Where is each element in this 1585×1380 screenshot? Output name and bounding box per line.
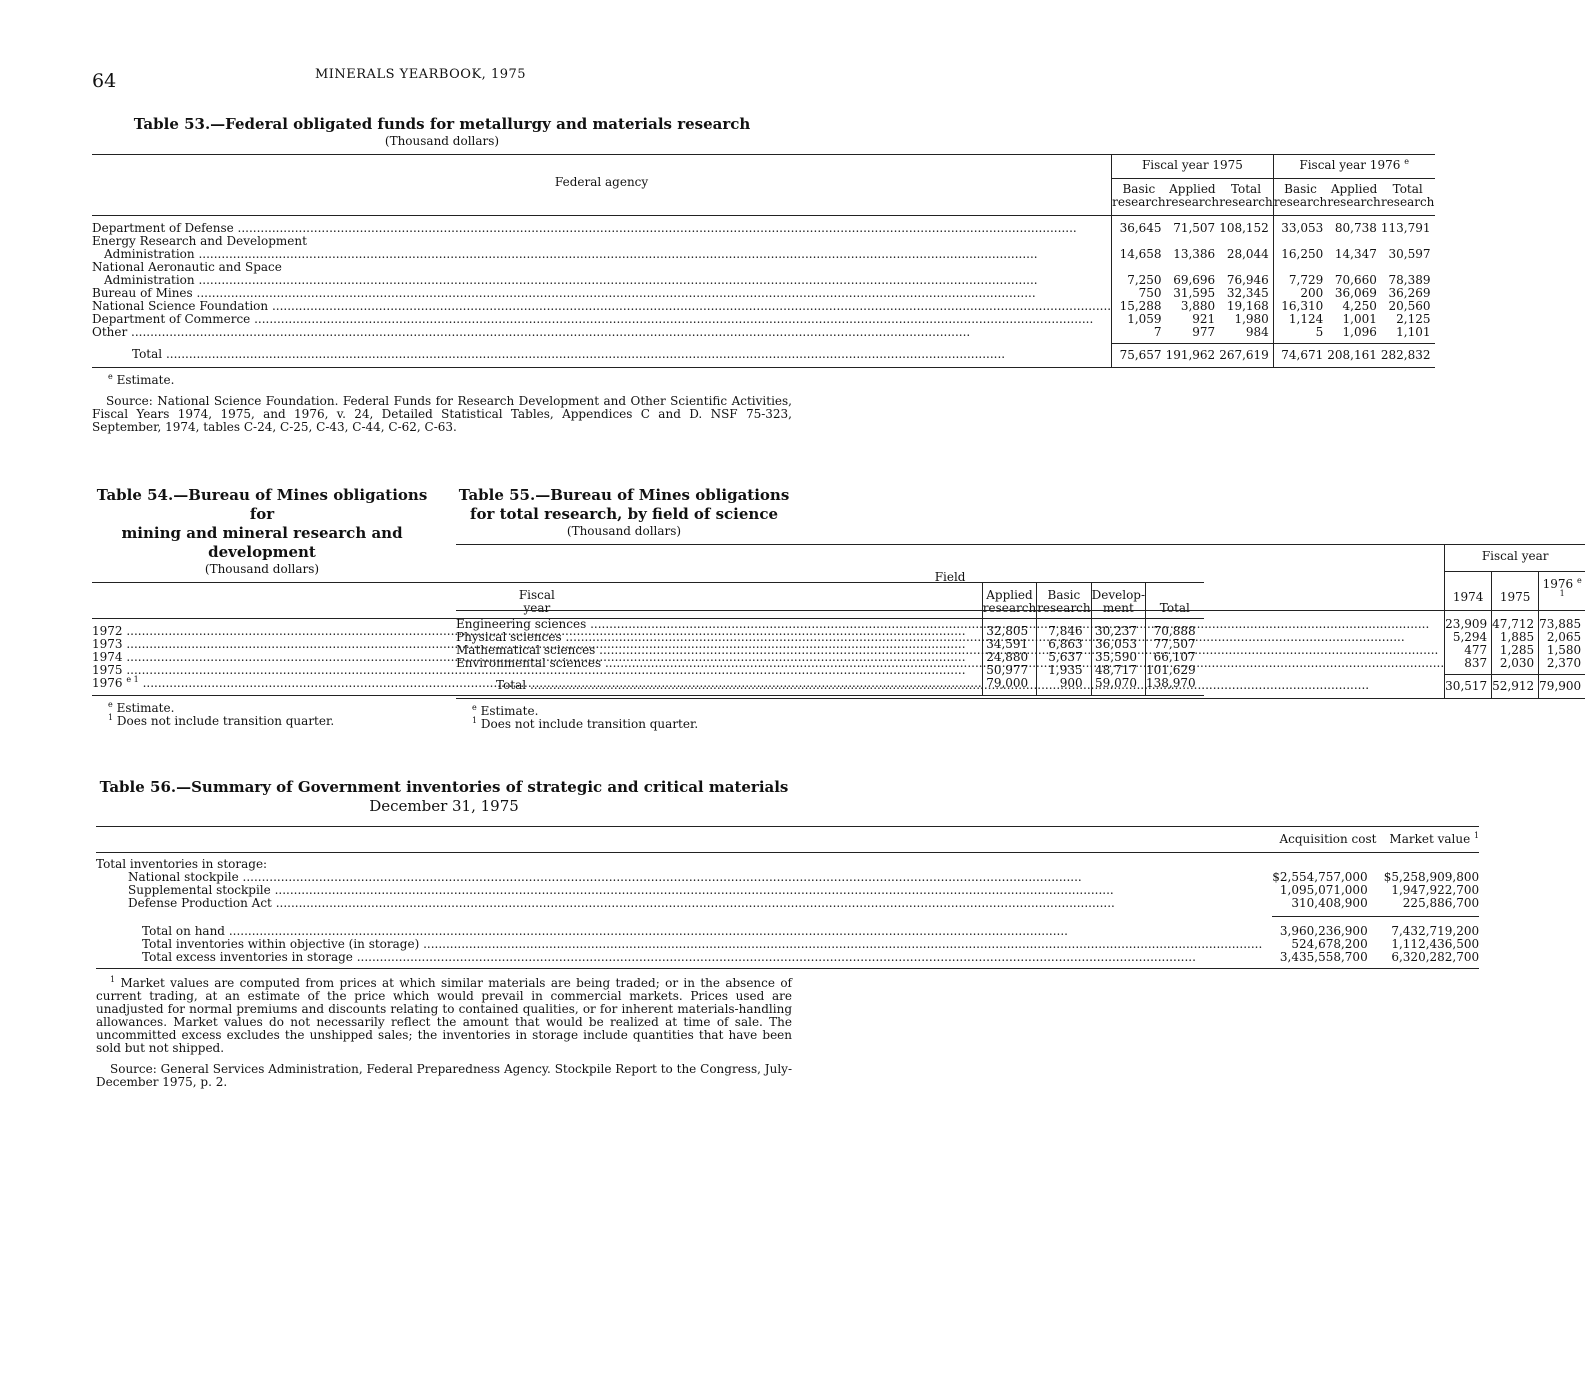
table-54-title: Table 54.—Bureau of Mines obligations for mining and mineral research and development (96, 486, 428, 561)
data-cell: 36,069 (1334, 286, 1377, 300)
field-name: Physical sciences ..... (456, 631, 1445, 644)
table-56-footnote: $^1$ Market values are computed from prices at which similar materials are being traded; or in the absence of current trading, at an estimate of the price which would prevail in commercial markets. Prices used are unadjusted for normal premiums and discounts relating to contained qualities, or for inherent materials-handling allowances. Market values do not necessarily reflect the amount that would be realized at time of sale. The uncommitted excess excludes the unshipped sales; the inventories in storage include quantities that have been sold but not shipped. (96, 975, 792, 1055)
inventory-label: National stockpile ..... (96, 871, 1272, 884)
data-cell: 984 (1245, 325, 1269, 339)
data-cell: 47,712 (1492, 611, 1539, 632)
data-cell: 837 (1445, 657, 1492, 670)
data-cell: 138,970 (1146, 676, 1196, 690)
data-cell: 1,059 (1127, 312, 1162, 326)
inventory-row (96, 897, 1479, 917)
data-cell: 35,590 (1091, 651, 1145, 664)
total-cell: 30,517 (1445, 674, 1492, 698)
t53-col-header: Applied research (1327, 182, 1381, 209)
acquisition-cost: 310,408,900 (1272, 897, 1383, 917)
t53-col-header: Total research (1219, 182, 1273, 209)
data-cell: 30,237 (1091, 619, 1145, 639)
data-cell: 34,591 (982, 638, 1036, 651)
table-56-subtitle: December 31, 1975 (369, 797, 519, 815)
acquisition-cost: 3,435,558,700 (1272, 951, 1383, 969)
acquisition-cost: 1,095,071,000 (1279, 883, 1368, 897)
data-cell: 78,389 (1388, 273, 1431, 287)
data-cell: 23,909 (1445, 611, 1492, 632)
data-cell: 7 (1153, 325, 1162, 339)
agency-name: Administration ..... (92, 248, 1112, 261)
running-head: MINERALS YEARBOOK, 1975 (314, 67, 527, 82)
table-row (456, 611, 1585, 632)
data-cell: 28,044 (1226, 247, 1269, 261)
agency-name: Other ..... (92, 326, 1112, 339)
t53-col-header: Basic research (1273, 179, 1327, 216)
table-row (92, 216, 1435, 236)
data-cell: 1,124 (1273, 313, 1327, 326)
year-header: 1975 (1492, 572, 1539, 611)
data-cell: 76,946 (1226, 273, 1269, 287)
agency-name: Energy Research and Development (92, 235, 1112, 248)
total-label: Total inventories within objective (in storage) ..... (96, 938, 1272, 951)
data-cell: 16,310 (1273, 300, 1327, 313)
agency-name: National Science Foundation ..... (92, 300, 1112, 313)
data-cell: 66,107 (1153, 650, 1196, 664)
total-label: Total on hand ..... (96, 917, 1272, 939)
table-53 (92, 154, 1435, 368)
agency-name: Bureau of Mines ..... (92, 287, 1112, 300)
data-cell: 5 (1273, 326, 1327, 339)
data-cell: 2,065 (1546, 630, 1582, 644)
table-53-subtitle: (Thousand dollars) (384, 134, 500, 148)
market-value: 1,947,922,700 (1391, 883, 1480, 897)
inventory-row (96, 884, 1479, 897)
data-cell: 19,168 (1226, 299, 1269, 313)
data-cell: 5,294 (1445, 631, 1492, 644)
field-name: Mathematical sciences ..... (456, 644, 1445, 657)
agency-name: Department of Defense ..... (92, 216, 1112, 236)
data-cell: 7,846 (1037, 619, 1091, 639)
table-56-title: Table 56.—Summary of Government inventories of strategic and critical materials (99, 778, 789, 796)
acquisition-cost: 3,960,236,900 (1279, 924, 1368, 938)
data-cell: 20,560 (1388, 299, 1431, 313)
total-row (92, 343, 1435, 367)
data-cell: 79,000 (982, 677, 1036, 696)
table-row (456, 657, 1585, 670)
data-cell: 7,250 (1127, 273, 1162, 287)
table-53-block (92, 115, 1435, 434)
data-cell: 108,152 (1219, 221, 1269, 235)
data-cell: 70,888 (1153, 624, 1196, 638)
data-cell: 32,805 (982, 619, 1036, 639)
data-cell: 900 (1037, 677, 1091, 696)
table-row (92, 248, 1435, 261)
agency-header: Federal agency (92, 155, 1112, 216)
data-cell: 14,658 (1119, 247, 1162, 261)
market-value-header: Market value $^1$ (1389, 831, 1480, 846)
data-cell: 59,070 (1091, 677, 1145, 696)
table-56-block (96, 778, 1480, 1089)
table-55-note-transition: $^1$ Does not include transition quarter. (472, 715, 699, 731)
data-cell: 70,660 (1334, 273, 1377, 287)
data-cell: 36,053 (1091, 638, 1145, 651)
t54-col-header: Total (1159, 601, 1190, 615)
total-cell: 79,900 (1539, 678, 1582, 693)
data-cell: 50,977 (982, 664, 1036, 677)
total-cell: 52,912 (1492, 674, 1539, 698)
total-cell: 74,671 (1273, 343, 1327, 367)
field-name: Engineering sciences ..... (456, 611, 1445, 632)
data-cell: 4,250 (1342, 299, 1377, 313)
t54-col-header: Applied research (982, 583, 1036, 619)
data-cell: 921 (1192, 312, 1216, 326)
data-cell: 1,580 (1546, 643, 1582, 657)
total-cell: 191,962 (1165, 347, 1216, 362)
agency-name: National Aeronautic and Space (92, 261, 1112, 274)
field-name: Environmental sciences ..... (456, 657, 1445, 670)
table-54-note-estimate: $^e$ Estimate. (108, 700, 175, 715)
total-cell: 282,832 (1380, 347, 1431, 362)
data-cell: 80,738 (1334, 221, 1377, 235)
data-cell: 36,645 (1119, 221, 1162, 235)
market-value: 225,886,700 (1384, 897, 1479, 917)
fiscal-year: 1972 ..... (92, 619, 982, 639)
t53-col-header: Total research (1380, 182, 1435, 209)
total-row (96, 917, 1479, 939)
data-cell: 15,288 (1119, 299, 1162, 313)
data-cell: 71,507 (1173, 221, 1216, 235)
table-53-source: Source: National Science Foundation. Federal Funds for Research Development and Other Scientific Activities, Fiscal Years 1974, 1975, and 1976, v. 24, Detailed Statistical Tables, Appendices C and D. NSF 75-323, September, 1974, tables C-24, C-25, C-43, C-44, C-62, C-63. (92, 393, 792, 434)
table-54-subtitle: (Thousand dollars) (204, 562, 320, 576)
data-cell: 1,101 (1396, 325, 1431, 339)
t54-col-header: Develop- ment (1091, 583, 1145, 619)
data-cell: 1,885 (1492, 631, 1539, 644)
market-value: 7,432,719,200 (1391, 924, 1480, 938)
fiscal-year: 1974 ..... (92, 651, 982, 664)
data-cell: 1,001 (1342, 312, 1377, 326)
total-cell: 267,619 (1219, 347, 1269, 362)
fiscal-year: 1976 $^{e 1}$ ..... (92, 677, 982, 696)
data-cell: 5,637 (1037, 651, 1091, 664)
data-cell: 6,863 (1037, 638, 1091, 651)
table-56-source: Source: General Services Administration, Federal Preparedness Agency. Stockpile Report to the Congress, July-December 1975, p. 2. (96, 1062, 792, 1089)
data-cell: 1,285 (1492, 644, 1539, 657)
data-cell: 1,096 (1342, 325, 1377, 339)
year-header: 1974 (1445, 572, 1492, 611)
data-cell: 1,935 (1037, 664, 1091, 677)
acquisition-cost-header: Acquisition cost (1279, 832, 1377, 846)
fy1976-header: Fiscal year 1976 $^e$ (1273, 155, 1434, 179)
data-cell: 1,980 (1234, 312, 1269, 326)
data-cell: 13,386 (1173, 247, 1216, 261)
inventory-label: Defense Production Act ..... (96, 897, 1272, 917)
total-label: Total ..... (92, 343, 1112, 367)
table-53-title: Table 53.—Federal obligated funds for metallurgy and materials research (133, 115, 751, 133)
data-cell: 33,053 (1273, 216, 1327, 236)
data-cell: 2,370 (1546, 656, 1582, 670)
agency-name: Department of Commerce ..... (92, 313, 1112, 326)
inventory-label: Supplemental stockpile ..... (96, 884, 1272, 897)
total-cell: 75,657 (1119, 347, 1162, 362)
t53-col-header: Applied research (1165, 182, 1220, 209)
data-cell: 32,345 (1226, 286, 1269, 300)
year-header: 1976 $^{e 1}$ (1542, 576, 1582, 598)
table-55-subtitle: (Thousand dollars) (566, 524, 682, 538)
table-55 (456, 544, 1585, 699)
data-cell: 30,597 (1388, 247, 1431, 261)
total-row (96, 951, 1479, 969)
table-row (92, 326, 1435, 339)
table-55-title: Table 55.—Bureau of Mines obligations for total research, by field of science (458, 486, 790, 523)
data-cell: 750 (1138, 286, 1162, 300)
total-cell: 208,161 (1327, 347, 1377, 362)
data-cell: 48,717 (1091, 664, 1145, 677)
total-label: Total excess inventories in storage ..... (96, 951, 1272, 969)
total-row (456, 674, 1585, 698)
market-value: $5,258,909,800 (1383, 870, 1480, 884)
data-cell: 31,595 (1173, 286, 1216, 300)
total-label: Total ..... (456, 674, 1445, 698)
acquisition-cost: $2,554,757,000 (1272, 870, 1368, 884)
table-54-note-transition: $^1$ Does not include transition quarter. (108, 713, 335, 728)
data-cell: 977 (1192, 325, 1216, 339)
data-cell: 14,347 (1334, 247, 1377, 261)
market-value: 1,112,436,500 (1391, 937, 1480, 951)
data-cell: 2,125 (1396, 312, 1431, 326)
t54-col-header: Basic research (1037, 583, 1091, 619)
field-header: Field (456, 545, 1445, 611)
data-cell: 3,880 (1180, 299, 1216, 313)
data-cell: 24,880 (982, 651, 1036, 664)
data-cell: 73,885 (1539, 617, 1582, 631)
agency-name: Administration ..... (92, 274, 1112, 287)
market-value: 6,320,282,700 (1384, 951, 1479, 969)
t53-col-header: Basic research (1112, 182, 1166, 209)
fy1975-header: Fiscal year 1975 (1112, 155, 1274, 179)
fiscal-year-header: Fiscal year (1445, 545, 1585, 572)
inventories-group-label: Total inventories in storage: (96, 857, 268, 871)
data-cell: 36,269 (1388, 286, 1431, 300)
page-number: 64 (92, 70, 117, 92)
data-cell: 16,250 (1273, 248, 1327, 261)
table-56 (96, 826, 1479, 969)
data-cell: 77,507 (1153, 637, 1196, 651)
data-cell: 113,791 (1380, 221, 1431, 235)
data-cell: 2,030 (1492, 657, 1539, 670)
data-cell: 69,696 (1173, 273, 1216, 287)
table-53-note: $^e$ Estimate. (108, 371, 175, 387)
table-55-note-estimate: $^e$ Estimate. (472, 702, 539, 718)
t54-col-header: Fiscal year (92, 583, 982, 619)
data-cell: 101,629 (1146, 663, 1196, 677)
acquisition-cost: 524,678,200 (1291, 937, 1368, 951)
data-cell: 200 (1273, 287, 1327, 300)
data-cell: 7,729 (1273, 274, 1327, 287)
fiscal-year: 1975 ..... (92, 664, 982, 677)
fiscal-year: 1973 ..... (92, 638, 982, 651)
data-cell: 477 (1445, 644, 1492, 657)
